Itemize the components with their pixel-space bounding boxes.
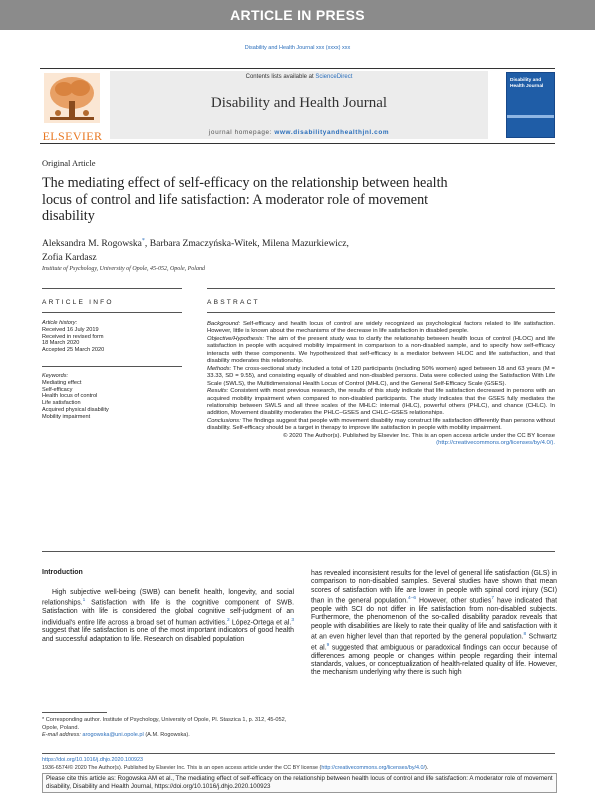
introduction-heading: Introduction bbox=[42, 569, 83, 576]
license-end: ). bbox=[425, 765, 429, 771]
corresponding-author-footnote bbox=[42, 717, 304, 740]
intro-text: have indicated that people with SCI do not differ in life satisfaction from non-disabled subjects. Furthermore, the phenomenon of the so-called disability paradox reveals that people with disabilities are likely to rate their quality of life and satisfaction with it at an even higher level than that reported by the general population. bbox=[311, 597, 557, 641]
abstract-text: The aim of the present study was to clarify the relationship between health locus of control (HLOC) and life satisfaction in people with acquired mobility impairment in comparison to a non-disabled sample, and to specify how self-efficacy interacts with these components. We hypothesized that self-efficacy is a mediator between HLOC and life satisfaction, and that disability moderates this relationship. bbox=[207, 335, 555, 365]
journal-citation-line[interactable]: Disability and Health Journal xxx (xxxx) xxx bbox=[244, 45, 351, 51]
license-link[interactable]: (http://creativecommons.org/licenses/by/4.0/). bbox=[436, 440, 555, 447]
history-label: Article history: bbox=[42, 320, 78, 326]
abstract-mid-rule bbox=[207, 312, 555, 313]
journal-cover-image bbox=[506, 72, 555, 138]
abstract-top-rule bbox=[207, 288, 555, 289]
reference-link[interactable]: 2 bbox=[227, 617, 230, 623]
cover-stripe bbox=[507, 115, 554, 118]
reference-link[interactable]: 4–6 bbox=[408, 596, 417, 602]
email-link[interactable]: arogowska@uni.opole.pl bbox=[82, 732, 144, 739]
reference-link[interactable]: 8 bbox=[523, 632, 527, 638]
keywords-label: Keywords: bbox=[42, 373, 69, 379]
left-column-text bbox=[42, 589, 294, 644]
doi-rule bbox=[42, 753, 555, 754]
intro-text: Schwartz et al. bbox=[311, 633, 557, 652]
author-list bbox=[42, 235, 492, 264]
keyword-item: Acquired physical disability bbox=[42, 406, 109, 413]
license-url-link[interactable]: http://creativecommons.org/licenses/by/4.0/ bbox=[321, 765, 426, 771]
doi-link[interactable]: https://doi.org/10.1016/j.dhjo.2020.100923 bbox=[42, 757, 144, 763]
email-suffix: (A.M. Rogowska). bbox=[143, 732, 190, 739]
copyright-text: © 2020 The Author(s). Published by Elsevier Inc. This is an open access article under the CC BY license bbox=[283, 432, 555, 439]
footnote-rule bbox=[42, 712, 107, 713]
first-author[interactable]: Aleksandra M. Rogowska bbox=[42, 238, 142, 250]
email-line bbox=[42, 732, 304, 740]
elsevier-logo bbox=[40, 73, 105, 143]
journal-homepage-line bbox=[110, 129, 488, 136]
journal-header bbox=[40, 68, 555, 143]
header-bottom-rule bbox=[40, 143, 555, 144]
corresponding-author-text: * Corresponding author. Institute of Psychology, University of Opole, Pl. Staszica 1, p. 312, 45-052, Opole, Poland. bbox=[42, 717, 287, 731]
abstract-copyright bbox=[207, 433, 555, 448]
keywords-block bbox=[42, 373, 182, 421]
citation-box: Please cite this article as: Rogowska AM et al., The mediating effect of self-efficacy on the relationship between health locus of control and life satisfaction: A moderator role of movement disability, Disability and Health Journal, https://doi.org/10.1016/j.dhjo.2020.100923 bbox=[42, 773, 557, 793]
abstract-text: Self-efficacy and health locus of control are widely recognized as psychological factors related to life satisfaction. However, little is known about the mechanisms of the decrease in life satisfaction in disabled people. bbox=[207, 321, 555, 335]
abstract-text: The findings suggest that people with movement disability may construct life satisfaction differently than persons without disability. Self-efficacy should be a target in therapy to improve life satisfaction in people with mobility impairment. bbox=[207, 417, 555, 432]
abstract-background bbox=[207, 321, 555, 336]
abstract-conclusions bbox=[207, 418, 555, 433]
history-item: Received in revised form bbox=[42, 333, 104, 340]
license-line bbox=[42, 765, 557, 771]
journal-title: Disability and Health Journal bbox=[210, 95, 388, 111]
intro-text: López-Ortega et al. bbox=[229, 618, 292, 626]
reference-link[interactable]: 9 bbox=[326, 642, 330, 648]
intro-text: However, other studies bbox=[416, 597, 492, 605]
header-top-rule bbox=[40, 68, 555, 69]
article-history bbox=[42, 320, 182, 354]
reference-link[interactable]: 3 bbox=[291, 617, 294, 623]
keyword-item: Life satisfaction bbox=[42, 400, 81, 407]
last-author: Zofia Kardasz bbox=[42, 251, 97, 263]
abstract-label: Conclusions: bbox=[207, 417, 241, 424]
abstract-heading: ABSTRACT bbox=[207, 299, 260, 306]
keyword-item: Health locus of control bbox=[42, 393, 98, 400]
keywords-rule bbox=[42, 366, 182, 367]
article-type: Original Article bbox=[42, 158, 96, 168]
abstract-label: Results: bbox=[207, 388, 229, 395]
article-info-mid-rule bbox=[42, 312, 182, 313]
abstract-label: Background: bbox=[207, 321, 241, 327]
contents-available-line bbox=[110, 74, 488, 80]
cover-title: Disability and Health Journal bbox=[510, 78, 544, 89]
homepage-prefix: journal homepage: bbox=[208, 129, 275, 136]
intro-text: High subjective well-being (SWB) can benefit health, longevity, and social relationships. bbox=[42, 589, 294, 607]
reference-link[interactable]: 1 bbox=[82, 598, 86, 604]
contents-prefix: Contents lists available at bbox=[245, 74, 316, 80]
abstract-text: The cross-sectional study included a total of 120 participants (including 50% women) aged between 18 and 63 years (M = 33.33, SD = 9.55), and consisting equally of disabled and non-disabled persons. Data were collected using the Satisfaction With Life Scale (SWLS), the Multidimensional Health Locus of Control (MHLC), and the General Self-Efficacy Scale (GSES). bbox=[207, 365, 555, 387]
article-info-top-rule bbox=[42, 288, 182, 289]
email-label: E-mail address: bbox=[42, 732, 81, 739]
publisher-name: ELSEVIER bbox=[42, 129, 103, 143]
history-item: Accepted 25 March 2020 bbox=[42, 347, 105, 354]
intro-text: has revealed inconsistent results for the level of general life satisfaction (GLS) in comparison to non-disabled samples. Several studies have shown that mean scores of satisfaction with life are lower in people with spinal cord injury (SCI) than in the general population. bbox=[311, 570, 557, 605]
reference-link[interactable]: 7 bbox=[491, 596, 494, 602]
abstract-body bbox=[207, 321, 555, 448]
history-item: 18 March 2020 bbox=[42, 340, 80, 347]
sciencedirect-link[interactable]: ScienceDirect bbox=[315, 74, 353, 80]
intro-text: suggest that life satisfaction is one of the most important indicators of good health and successful adaptation to life. Research on disabled population bbox=[42, 627, 294, 643]
article-title: The mediating effect of self-efficacy on the relationship between health locus of control and life satisfaction: A moderator role of movement disability bbox=[42, 175, 448, 225]
header-center-panel bbox=[110, 71, 488, 139]
abstract-text: Consistent with most previous research, the results of this study indicate that life satisfaction decreased in persons with an acquired mobility impairment when compared to non-disabled participants. The study indicates that the GSES fully mediates the relationship between SWLS and all three scales of the MHLC: internal (IHLC), powerful others (PHLC), and chance (CHLC). In addition, Movement disability moderates the PHLC–GSES and CHLC–GSES relationships. bbox=[207, 388, 555, 417]
intro-paragraph-continued bbox=[311, 570, 557, 678]
article-info-heading: ARTICLE INFO bbox=[42, 299, 114, 306]
abstract-objective bbox=[207, 336, 555, 366]
license-text: 1936-6574/© 2020 The Author(s). Published by Elsevier Inc. This is an open access article under the CC BY license ( bbox=[42, 765, 322, 771]
co-authors: , Barbara Zmaczyńska-Witek, Milena Mazurkiewicz, bbox=[144, 238, 349, 250]
intro-paragraph bbox=[42, 589, 294, 644]
keyword-item: Self-efficacy bbox=[42, 386, 73, 393]
abstract-results bbox=[207, 388, 555, 418]
affiliation: Institute of Psychology, University of Opole, 45-052, Opole, Poland bbox=[42, 266, 205, 272]
abstract-methods bbox=[207, 366, 555, 388]
elsevier-tree-icon bbox=[44, 73, 100, 123]
history-item: Received 16 July 2019 bbox=[42, 326, 99, 333]
corresponding-author-mark[interactable]: * bbox=[141, 238, 145, 244]
homepage-link[interactable]: www.disabilityandhealthjnl.com bbox=[274, 129, 390, 136]
intro-text: Satisfaction with life is the cognitive component of SWB. Satisfaction with life is considered the global cognitive self-judgment of an individual's entire life across a broad set of human activities. bbox=[42, 599, 294, 626]
keyword-item: Mobility impairment bbox=[42, 413, 91, 420]
right-column-text bbox=[311, 570, 557, 678]
abstract-label: Methods: bbox=[207, 365, 232, 372]
abstract-label: Objective/Hypothesis: bbox=[207, 335, 264, 342]
article-in-press-banner: ARTICLE IN PRESS bbox=[0, 0, 595, 30]
intro-text: suggested that ambiguous or paradoxical findings can occur because of differences among people or changes within people regarding their internal standards, values, or conceptualization of health-related quality of life. However, the mechanism underlying why there is such high bbox=[311, 644, 557, 677]
keyword-item: Mediating effect bbox=[42, 379, 82, 386]
front-matter-bottom-rule bbox=[42, 551, 555, 552]
